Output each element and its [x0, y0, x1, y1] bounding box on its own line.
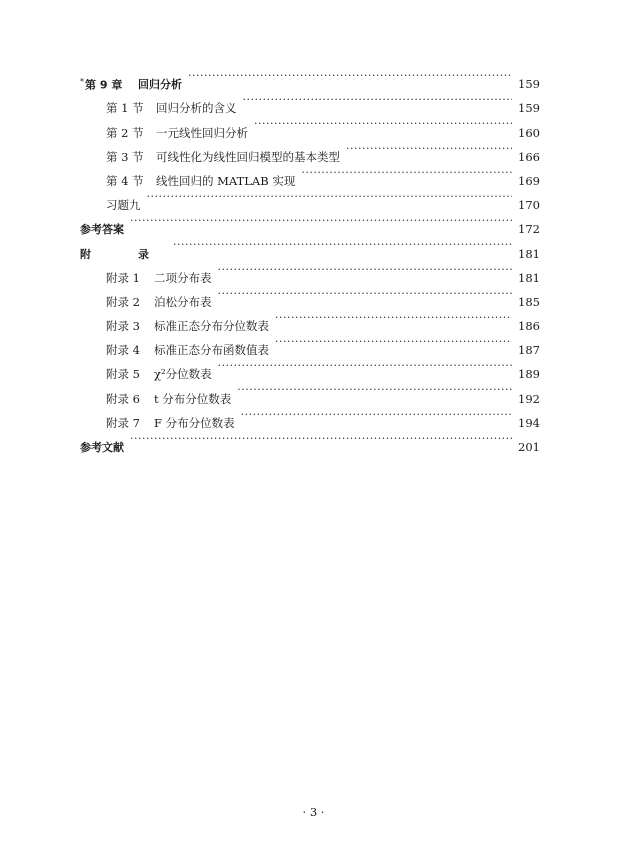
toc-entry-number: 附录 3: [106, 319, 140, 334]
table-of-contents: [80, 64, 540, 454]
leader-dots: [275, 330, 512, 354]
leader-dots: [218, 282, 513, 306]
page-number: · 3 ·: [302, 805, 325, 819]
toc-entry-number: 附录 4: [106, 343, 140, 358]
leader-dots: [301, 161, 512, 185]
toc-entry-page: 166: [518, 149, 540, 164]
toc-entry-page: 170: [518, 198, 540, 213]
toc-entry-title: 标准正态分布函数值表: [154, 343, 269, 358]
toc-entry-page: 194: [518, 415, 540, 430]
toc-entry-title: 回归分析的含义: [156, 101, 237, 116]
toc-entry-page: 186: [518, 319, 540, 334]
toc-entry-number: 附录 5: [106, 367, 140, 382]
toc-entry-title: 可线性化为线性回归模型的基本类型: [156, 149, 340, 164]
toc-entry-title: 一元线性回归分析: [156, 125, 248, 140]
toc-entry-title: F 分布分位数表: [154, 415, 235, 430]
toc-entry-title: 参考答案: [80, 223, 124, 237]
leader-dots: [254, 112, 512, 136]
leader-dots: [130, 427, 512, 451]
leader-dots: [188, 64, 512, 88]
leader-dots: [237, 378, 512, 402]
toc-entry-title: 附 录: [80, 247, 167, 261]
toc-entry-title: 参考文献: [80, 441, 124, 454]
toc-entry-page: 181: [518, 270, 540, 285]
toc-entry-chapter-9[interactable]: [80, 64, 540, 92]
toc-entry-number: 第 3 节: [106, 149, 144, 164]
toc-entry-number: 附录 1: [106, 270, 140, 285]
toc-entry-references[interactable]: [80, 427, 540, 454]
toc-entry-number: 附录 6: [106, 391, 140, 406]
toc-entry-title: 习题九: [106, 198, 141, 213]
toc-entry-title: t 分布分位数表: [154, 391, 232, 406]
leader-dots: [241, 403, 512, 427]
toc-entry-page: 159: [518, 77, 540, 92]
toc-entry-title: 泊松分布表: [154, 294, 212, 309]
leader-dots: [130, 209, 512, 233]
leader-dots: [218, 354, 512, 378]
leader-dots: [275, 306, 512, 330]
toc-entry-title: 线性回归的 MATLAB 实现: [156, 173, 296, 188]
toc-entry-page: 192: [518, 391, 540, 406]
toc-entry-title: 标准正态分布分位数表: [154, 319, 269, 334]
toc-entry-title: 回归分析: [138, 78, 182, 92]
toc-entry-page: 159: [518, 101, 540, 116]
leader-dots: [147, 185, 513, 209]
toc-entry-page: 169: [518, 173, 540, 188]
toc-entry-page: 187: [518, 343, 540, 358]
toc-entry-number: 第 2 节: [106, 125, 144, 140]
toc-entry-number: 第 4 节: [106, 173, 144, 188]
toc-entry-number: 附录 7: [106, 415, 140, 430]
toc-entry-page: 160: [518, 125, 540, 140]
toc-entry-title: χ²分位数表: [154, 367, 212, 382]
toc-entry-page: 185: [518, 294, 540, 309]
leader-dots: [346, 137, 512, 161]
toc-entry-number: 附录 2: [106, 294, 140, 309]
toc-entry-number: 第 1 节: [106, 101, 144, 116]
toc-entry-page: 189: [518, 367, 540, 382]
toc-entry-page: 181: [518, 246, 540, 261]
toc-entry-title: 二项分布表: [154, 270, 212, 285]
toc-entry-appendix[interactable]: [80, 233, 540, 261]
leader-dots: [243, 88, 513, 112]
toc-entry-exercises-9[interactable]: [80, 185, 540, 213]
toc-entry-answers[interactable]: [80, 209, 540, 237]
leader-dots: [173, 233, 512, 257]
toc-entry-number: *第 9 章: [80, 76, 123, 92]
toc-entry-page: 172: [518, 222, 540, 237]
toc-entry-page: 201: [518, 440, 540, 454]
leader-dots: [218, 258, 513, 282]
